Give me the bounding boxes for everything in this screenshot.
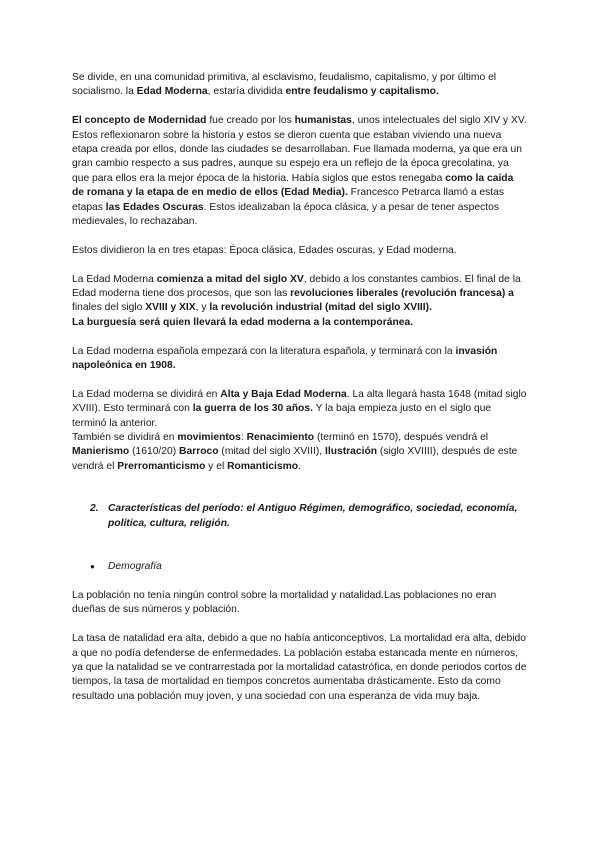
text: Estos dividieron la en tres etapas: Época clásica, Edades oscuras, y Edad moderna. — [72, 244, 457, 256]
paragraph-modern-age-start — [72, 273, 528, 331]
text: La tasa de natalidad era alta, debido a que no había anticonceptivos. La mortalidad era alta, debido a que no podía defenderse de enfermedades. La población estaba estancada mente en números, ya que la natalidad se ve contrarrestada por la mortalidad catastrófica, en donde periodos cortos de tiempos, la tasa de mortalidad en tiempos concretos aumentaba drásticamente. Esto da como resultado una población muy joven, y una sociedad con una esperanza de vida muy baja. — [72, 633, 527, 702]
bold-text: El concepto de Modernidad — [72, 115, 207, 127]
paragraph-modernity-concept — [72, 114, 528, 229]
text: (terminó en 1570), después vendrá el — [314, 432, 489, 444]
text: : — [240, 432, 247, 444]
text: , y — [195, 302, 210, 314]
bullet-item-demografia — [72, 560, 528, 574]
bold-text: Ilustración — [324, 446, 378, 458]
text: También se dividirá en — [72, 432, 178, 444]
text: La Edad moderna española empezará con la literatura española, y terminará con la — [72, 345, 456, 357]
bold-text: revoluciones liberales (revolución francesa) a — [290, 288, 514, 300]
bold-text: invasión napoleónica en 1908. — [72, 345, 498, 372]
text: . — [298, 460, 301, 472]
text: fue creado por los — [206, 115, 295, 127]
text: La Edad moderna se dividirá en — [72, 388, 221, 400]
bold-text: Renacimiento — [246, 432, 315, 444]
text: Se divide, en una comunidad primitiva, al esclavismo, feudalismo, capitalismo, y por último el socialismo. la — [72, 72, 497, 98]
bold-text: la revolución industrial (mitad del siglo XVIII). — [209, 302, 432, 314]
bold-text: Romanticismo — [227, 460, 299, 472]
text: La Edad Moderna — [72, 273, 157, 285]
bold-text: Edad Moderna — [136, 86, 208, 98]
paragraph-divisions — [72, 71, 528, 100]
bold-text: Prerromanticismo — [117, 460, 206, 472]
paragraph-birth-mortality-rates — [72, 632, 528, 704]
section-heading — [72, 502, 528, 531]
text: . La alta llegará hasta 1648 (mitad siglo XVIII). Esto terminará con — [72, 388, 527, 415]
bold-text: Alta y Baja Edad Moderna — [220, 388, 347, 400]
text: . Estos idealizaban la época clásica, y a pesar de tener aspectos medievales, lo rechazaban. — [72, 201, 500, 228]
text: y el — [205, 460, 228, 472]
bold-text: la guerra de los 30 años. — [192, 403, 313, 415]
bold-text: entre feudalismo y capitalismo. — [285, 86, 439, 98]
paragraph-population-control — [72, 589, 528, 618]
bold-text: Barroco — [179, 446, 219, 458]
bullet-icon: ● — [90, 562, 95, 572]
paragraph-spanish-modern-age — [72, 345, 528, 374]
text: , estaría dividida — [207, 86, 286, 98]
text: (siglo XVIIII), después de este vendrá el — [72, 446, 518, 472]
text: , unos intelectuales del siglo XIV y XV. Estos reflexionaron sobre la historia y estos se dieron cuenta que estaban viviendo una nueva etapa creada por ellos, donde las ciudades se desarrollaban. Fue llamada moderna, ya que era un gran cambio respecto a sus padres, aunque su espejo era un reflejo de la época grecolatina, ya que para ellos era la mejor época de la historia. Había siglos que estos renegaba — [72, 115, 527, 184]
text: (1610/20) — [129, 446, 180, 458]
text: Y la baja empieza justo en el siglo que terminó la anterior. — [72, 403, 492, 429]
text: , debido a los constantes cambios. El final de la Edad moderna tiene dos procesos, que son las — [72, 273, 521, 300]
bold-text: Manierismo — [72, 446, 130, 458]
bold-text: las Edades Oscuras — [105, 201, 204, 213]
text: La población no tenía ningún control sobre la mortalidad y natalidad.Las poblaciones no eran dueñas de sus números y población. — [72, 589, 497, 616]
paragraph-high-low-modern-age — [72, 388, 528, 474]
document-body — [72, 71, 528, 719]
bold-text: como la caída de romana y la etapa de en medio de ellos (Edad Media). — [72, 172, 514, 199]
bullet-text: Demografía — [108, 561, 162, 573]
text: finales del siglo — [72, 302, 146, 314]
bold-text: comienza a mitad del siglo XV — [156, 273, 304, 285]
bold-text: XVIII y XIX — [145, 302, 196, 314]
text: (mitad del siglo XVIII), — [218, 446, 325, 458]
bold-text: humanistas — [294, 115, 352, 127]
heading-number: 2. — [90, 503, 99, 515]
text: Francesco Petrarca llamó a estas etapas — [72, 187, 505, 213]
bold-text: movimientos — [177, 432, 241, 444]
heading-text: Características del período: el Antiguo Régimen, demográfico, sociedad, economía, política, cultura, religión. — [108, 503, 518, 529]
paragraph-three-stages — [72, 244, 528, 258]
bold-text: La burguesía será quien llevará la edad moderna a la contemporánea. — [72, 316, 414, 328]
